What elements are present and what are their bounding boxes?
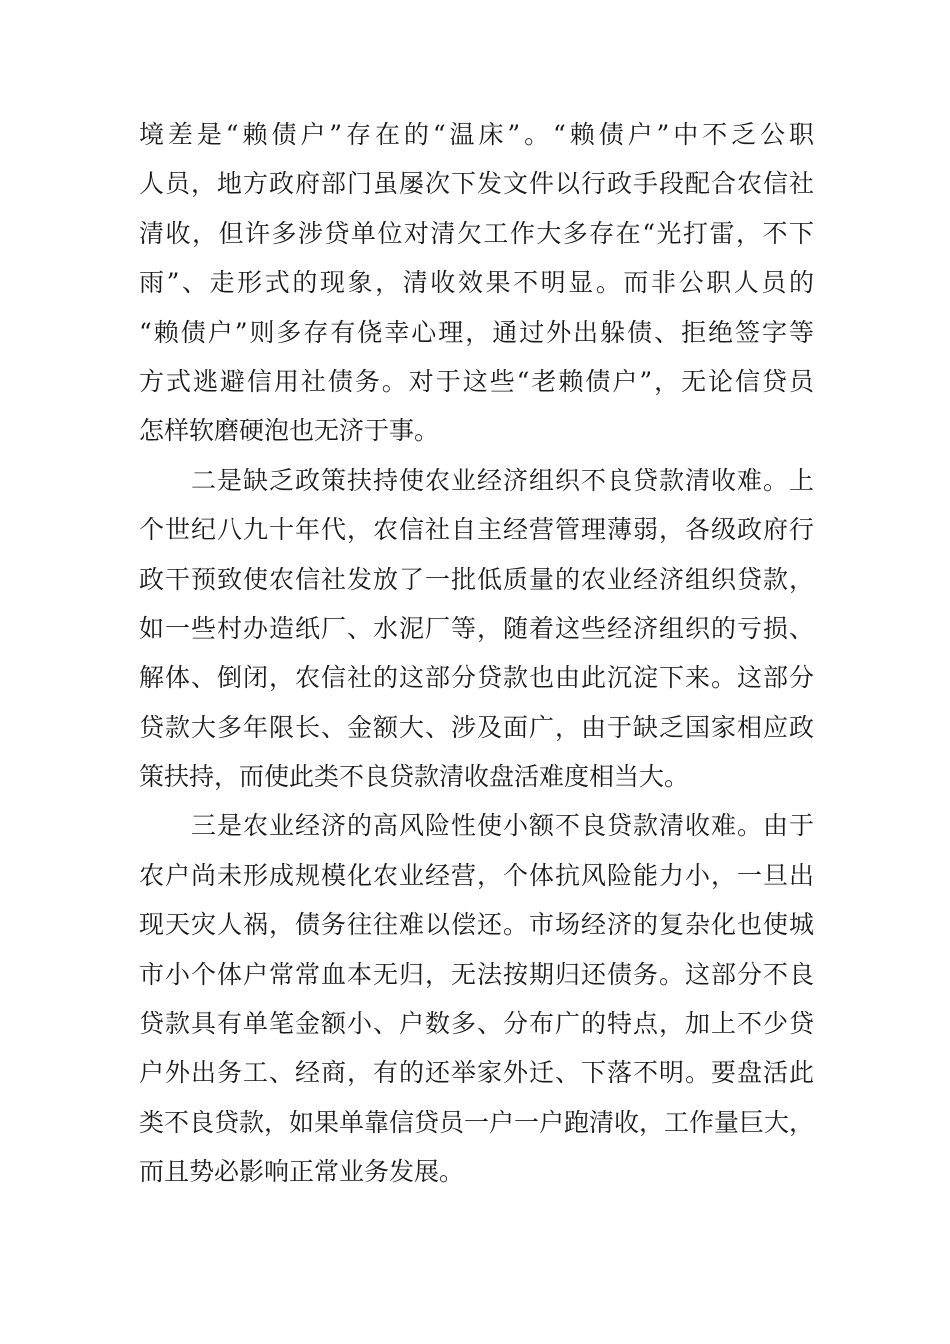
text-line: 解体、倒闭，农信社的这部分贷款也由此沉淀下来。这部分 (139, 663, 814, 693)
text-line: 而且势必影响正常业务发展。 (139, 1157, 465, 1187)
text-line: 现天灾人祸，债务往往难以偿还。市场经济的复杂化也使城 (139, 910, 814, 940)
text-line: 方式逃避信用社债务。对于这些“老赖债户”，无论信贷员 (139, 366, 814, 396)
text-line: 人员，地方政府部门虽屡次下发文件以行政手段配合农信社 (139, 169, 814, 199)
text-line: 个世纪八九十年代，农信社自主经营管理薄弱，各级政府行 (139, 515, 814, 545)
text-line: 类不良贷款，如果单靠信贷员一户一户跑清收，工作量巨大， (139, 1107, 815, 1137)
paragraph-1 (139, 110, 814, 456)
text-line: 境差是“赖债户”存在的“温床”。“赖债户”中不乏公职 (139, 120, 814, 149)
paragraph-2 (139, 456, 814, 802)
text-line: 策扶持，而使此类不良贷款清收盘活难度相当大。 (139, 762, 690, 792)
text-line: “赖债户”则多存有侥幸心理，通过外出躲债、拒绝签字等 (139, 317, 814, 347)
text-line: 清收，但许多涉贷单位对清欠工作大多存在“光打雷，不下 (139, 218, 814, 248)
text-line: 政干预致使农信社发放了一批低质量的农业经济组织贷款， (139, 564, 814, 594)
text-line: 贷款具有单笔金额小、户数多、分布广的特点，加上不少贷 (139, 1009, 814, 1039)
paragraph-3 (139, 801, 814, 1196)
document-body (139, 110, 814, 1197)
text-line: 三是农业经济的高风险性使小额不良贷款清收难。由于 (139, 811, 814, 841)
text-line: 户外出务工、经商，有的还举家外迁、下落不明。要盘活此 (139, 1058, 814, 1088)
text-line: 二是缺乏政策扶持使农业经济组织不良贷款清收难。上 (139, 465, 814, 495)
text-line: 农户尚未形成规模化农业经营，个体抗风险能力小，一旦出 (139, 860, 814, 890)
text-line: 如一些村办造纸厂、水泥厂等，随着这些经济组织的亏损、 (139, 613, 814, 643)
text-line: 雨”、走形式的现象，清收效果不明显。而非公职人员的 (139, 268, 814, 298)
text-line: 贷款大多年限长、金额大、涉及面广，由于缺乏国家相应政 (139, 712, 814, 742)
text-line: 怎样软磨硬泡也无济于事。 (139, 416, 440, 446)
text-line: 市小个体户常常血本无归，无法按期归还债务。这部分不良 (139, 959, 814, 989)
